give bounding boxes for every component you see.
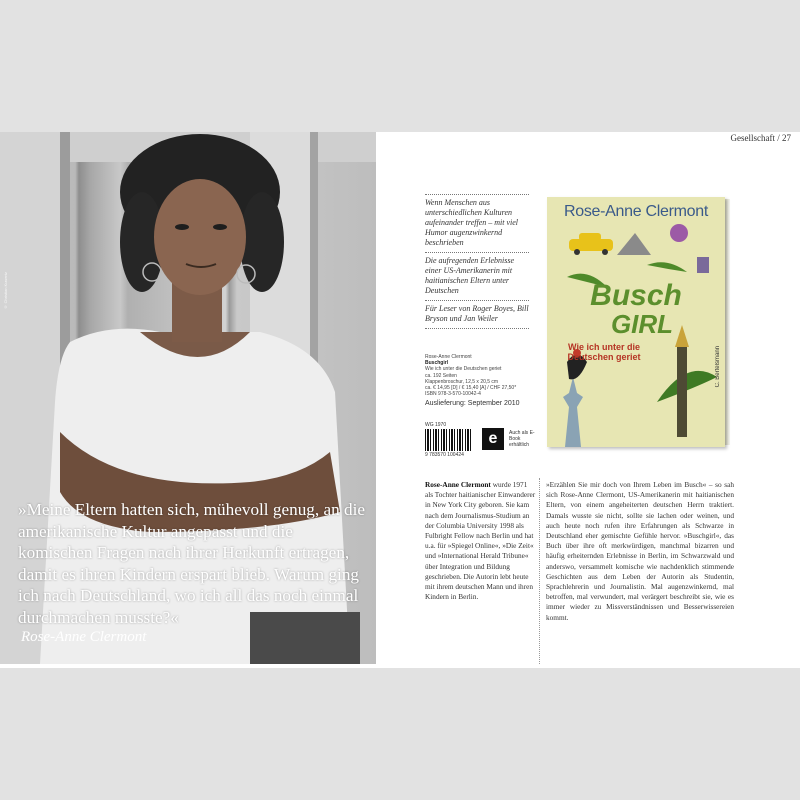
ebook-icon: e [482, 428, 504, 450]
blurb-item: Die aufregenden Erlebnisse einer US-Amerikanerin mit haitianischen Eltern unter Deutschen [425, 252, 529, 300]
book-cover [547, 197, 725, 447]
author-bio-text: wurde 1971 als Tochter haitianischer Einwanderer in New York City geboren. Sie kam nach dem Journalismus-Studium an der Columbia University 1998 als Fulbright Fellow nach Berlin und hat u.a. für »Spiegel Online«, »Die Zeit« und »International Herald Tribune« über Integration und Bildung geschrieben. Die Autorin lebt heute mit ihrem deutschen Mann und ihren Kindern in Berlin. [425, 480, 536, 602]
author-bio-name: Rose-Anne Clermont [425, 480, 491, 489]
cover-title-line1: Busch [590, 279, 682, 312]
author-photo [0, 132, 376, 664]
pull-quote: »Meine Eltern hatten sich, mühevoll genug, an die amerikanische Kultur angepasst und die komischen Fragen nach ihrer Herkunft ertragen, damit es ihren Kindern erspart blieb. Warum ging ich nach Deutschland, wo ich all das noch einmal durchmachen musste?« [18, 500, 365, 627]
blurb-item: Wenn Menschen aus unterschiedlichen Kulturen aufeinander treffen – mit viel Humor augenzwinkernd beschrieben [425, 194, 529, 252]
section-header: Gesellschaft / 27 [730, 133, 791, 143]
wg-code: WG 1970 [425, 422, 447, 428]
magazine-spread [0, 132, 800, 668]
photo-credit: © Christian Kuwertz [3, 272, 8, 310]
barcode-number: 9 783570 100424 [425, 452, 464, 458]
book-title: Buschgirl [425, 360, 449, 367]
barcode-area [425, 422, 545, 462]
article-body: »Erzählen Sie mir doch von Ihrem Leben im Busch« – so sah sich Rose-Anne Clermont, US-Amerikanerin mit haitianischen Eltern, von einem angeheiterten deutschen Herrn traktiert. Damals wusste sie nicht, sollte sie lachen oder weinen, und auch heute noch rufen ihre Erfahrungen als Schwarze in Deutschland eher gemischte Gefühle hervor. »Buschgirl«, das Buch über ihre oft merkwürdigen, manchmal bizarren und häufig erheiternden Erlebnisse in Berlin, im Schwarzwald und anderswo, versammelt komische wie nachdenklich stimmende Geschichten aus dem Leben der Autorin als Studentin, Sprachlehrerin und Journalistin. Mal augenzwinkernd, mal betroffen, mal verwundert, mal verärgert beschreibt sie, wie es immer wieder zu Missverständnissen und Besserwissereien kommt. [546, 480, 734, 622]
blurb-item: Für Leser von Roger Boyes, Bill Bryson und Jan Weiler [425, 300, 529, 329]
cover-subtitle: Wie ich unter die Deutschen geriet [567, 342, 641, 362]
cover-author: Rose-Anne Clermont [564, 203, 708, 220]
book-format: Klappenbroschur, 12,5 x 20,5 cm [425, 378, 499, 385]
book-details [425, 354, 545, 408]
book-author: Rose-Anne Clermont [425, 354, 472, 360]
barcode-icon [425, 429, 473, 451]
column-divider [539, 478, 541, 664]
book-spine [725, 199, 730, 445]
promo-blurbs [425, 194, 529, 329]
book-delivery: Auslieferung: September 2010 [425, 400, 520, 408]
pull-quote-author: Rose-Anne Clermont [21, 629, 147, 645]
book-isbn: ISBN 978-3-570-10042-4 [425, 391, 481, 398]
author-bio [425, 480, 536, 602]
cover-title-line2: GIRL [610, 309, 674, 339]
book-price: ca. € 14,95 [D] / € 15,40 [A] / CHF 27,50* [425, 385, 517, 392]
book-subtitle: Wie ich unter die Deutschen geriet [425, 366, 502, 373]
ebook-note: Auch als E-Book erhältlich [509, 430, 535, 448]
book-pages: ca. 192 Seiten [425, 372, 457, 379]
cover-publisher: C. Bertelsmann [715, 345, 721, 387]
